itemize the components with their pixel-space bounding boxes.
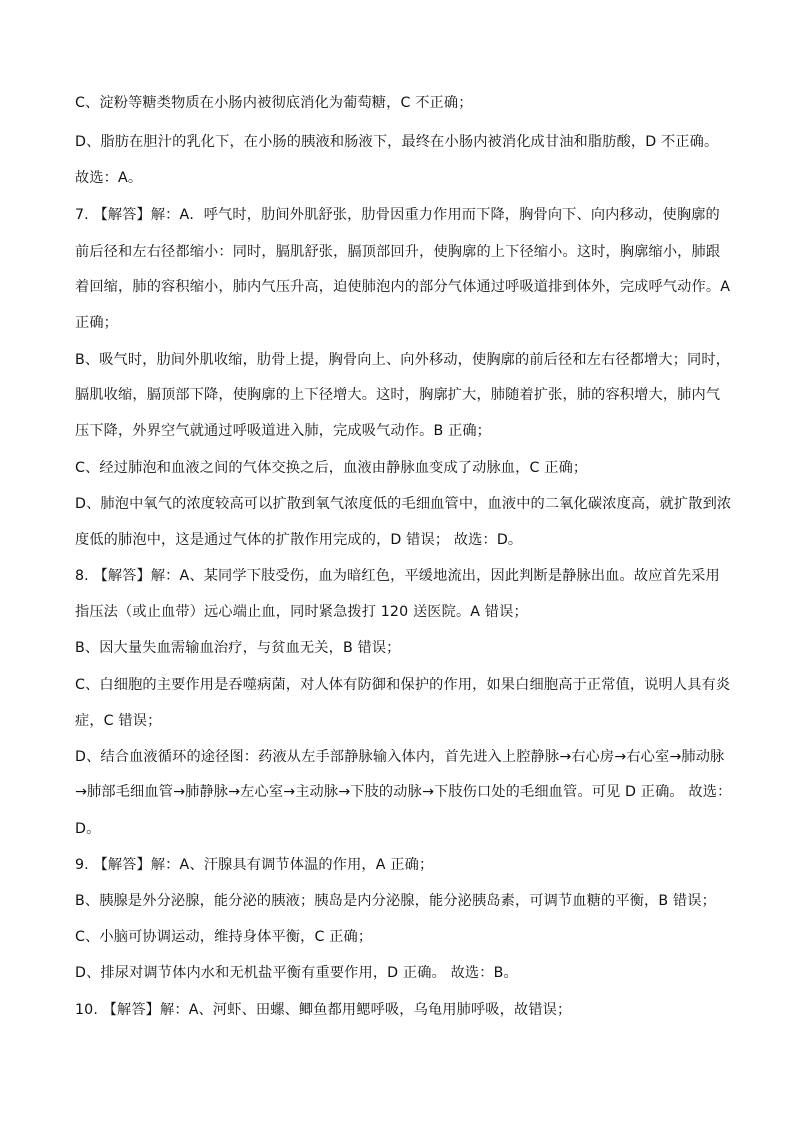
text-line: 度低的肺泡中，这是通过气体的扩散作用完成的，D 错误； 故选：D。 <box>75 532 523 548</box>
text-line: →肺部毛细血管→肺静脉→左心室→主动脉→下肢的动脉→下肢伤口处的毛细血管。可见 D 正确。 故选： <box>75 784 732 800</box>
text-line: 膈肌收缩，膈顶部下降，使胸廓的上下径增大。这时，胸廓扩大，肺随着扩张，肺的容积增大，肺内气 <box>75 387 721 403</box>
text-line: C、淀粉等糖类物质在小肠内被彻底消化为葡萄糖，C 不正确； <box>75 95 473 111</box>
text-line: B、胰腺是外分泌腺，能分泌的胰液；胰岛是内分泌腺，能分泌胰岛素，可调节血糖的平衡，B 错误； <box>75 893 716 909</box>
text-line: D、结合血液循环的途径图：药液从左手部静脉输入体内，首先进入上腔静脉→右心房→右心室→肺动脉 <box>75 749 725 765</box>
text-line: 9. 【解答】解：A、汗腺具有调节体温的作用，A 正确； <box>75 857 434 873</box>
text-line: 故选：A。 <box>75 170 143 186</box>
text-line: 正确； <box>75 315 119 331</box>
text-line: 症，C 错误； <box>75 713 162 729</box>
text-line: 前后径和左右径都缩小：同时，膈肌舒张，膈顶部回升，使胸廓的上下径缩小。这时，胸廓缩小，肺跟 <box>75 244 721 260</box>
text-line: 压下降，外界空气就通过呼吸道进入肺，完成吸气动作。B 正确； <box>75 423 491 439</box>
text-line: 着回缩，肺的容积缩小，肺内气压升高，迫使肺泡内的部分气体通过呼吸道排到体外，完成呼气动作。A <box>75 279 731 295</box>
text-line: 7. 【解答】解：A．呼气时，肋间外肌舒张，肋骨因重力作用而下降，胸骨向下、向内移动，使胸廓的 <box>75 207 720 223</box>
text-line: D、脂肪在胆汁的乳化下，在小肠的胰液和肠液下，最终在小肠内被消化成甘油和脂肪酸，D 不正确。 <box>75 134 719 150</box>
text-line: 8. 【解答】解：A、某同学下肢受伤，血为暗红色，平缓地流出，因此判断是静脉出血。故应首先采用 <box>75 568 720 584</box>
text-line: C、小脑可协调运动，维持身体平衡，C 正确； <box>75 929 373 945</box>
text-line: C、经过肺泡和血液之间的气体交换之后，血液由静脉血变成了动脉血，C 正确； <box>75 460 588 476</box>
text-line: 指压法（或止血带）远心端止血，同时紧急拨打 120 送医院。A 错误； <box>75 604 528 620</box>
text-line: B、吸气时，肋间外肌收缩，肋骨上提，胸骨向上、向外移动，使胸廓的前后径和左右径都增大；同时， <box>75 352 731 368</box>
text-line: 10. 【解答】解：A、河虾、田螺、鲫鱼都用鳃呼吸，乌龟用肺呼吸，故错误； <box>75 1002 572 1018</box>
text-line: C、白细胞的主要作用是吞噬病菌，对人体有防御和保护的作用，如果白细胞高于正常值，说明人具有炎 <box>75 677 731 693</box>
text-line: D。 <box>75 821 101 837</box>
text-line: B、因大量失血需输血治疗，与贫血无关，B 错误； <box>75 640 401 656</box>
text-line: D、排尿对调节体内水和无机盐平衡有重要作用，D 正确。 故选：B。 <box>75 965 518 981</box>
text-line: D、肺泡中氧气的浓度较高可以扩散到氧气浓度低的毛细血管中，血液中的二氧化碳浓度高，就扩散到浓 <box>75 496 732 512</box>
